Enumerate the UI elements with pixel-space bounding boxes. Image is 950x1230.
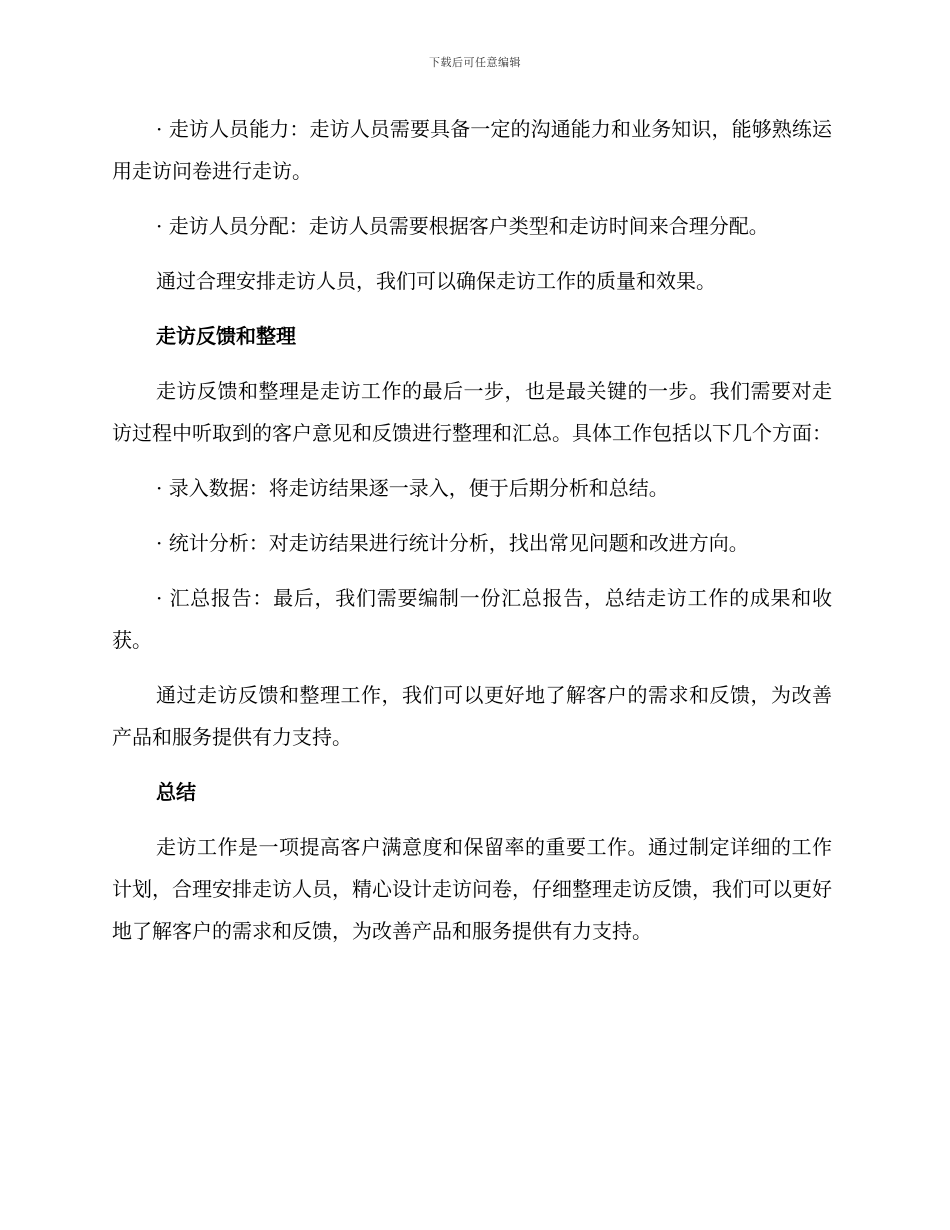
bullet-statistical-analysis: · 统计分析：对走访结果进行统计分析，找出常见问题和改进方向。: [156, 531, 749, 555]
section-heading-conclusion: 总结: [156, 780, 196, 804]
page-header: 下载后可任意编辑: [429, 56, 521, 69]
document-body: [112, 108, 832, 965]
feedback-summary-paragraph: 通过走访反馈和整理工作，我们可以更好地了解客户的需求和反馈，为改善产品和服务提供有力支持。: [112, 683, 832, 749]
bullet-data-entry: · 录入数据：将走访结果逐一录入，便于后期分析和总结。: [156, 476, 669, 500]
bullet-summary-report: · 汇总报告：最后，我们需要编制一份汇总报告，总结走访工作的成果和收获。: [112, 586, 832, 652]
feedback-intro-paragraph: 走访反馈和整理是走访工作的最后一步，也是最关键的一步。我们需要对走访过程中听取到的客户意见和反馈进行整理和汇总。具体工作包括以下几个方面：: [112, 379, 832, 445]
bullet-staff-ability: · 走访人员能力：走访人员需要具备一定的沟通能力和业务知识，能够熟练运用走访问卷进行走访。: [112, 117, 832, 183]
conclusion-paragraph: 走访工作是一项提高客户满意度和保留率的重要工作。通过制定详细的工作计划，合理安排走访人员，精心设计走访问卷，仔细整理走访反馈，我们可以更好地了解客户的需求和反馈，为改善产品和服务提供有力支持。: [112, 835, 832, 943]
section-heading-feedback: 走访反馈和整理: [156, 324, 296, 348]
staff-summary-paragraph: 通过合理安排走访人员，我们可以确保走访工作的质量和效果。: [156, 269, 716, 293]
bullet-staff-allocation: · 走访人员分配：走访人员需要根据客户类型和走访时间来合理分配。: [156, 214, 769, 238]
